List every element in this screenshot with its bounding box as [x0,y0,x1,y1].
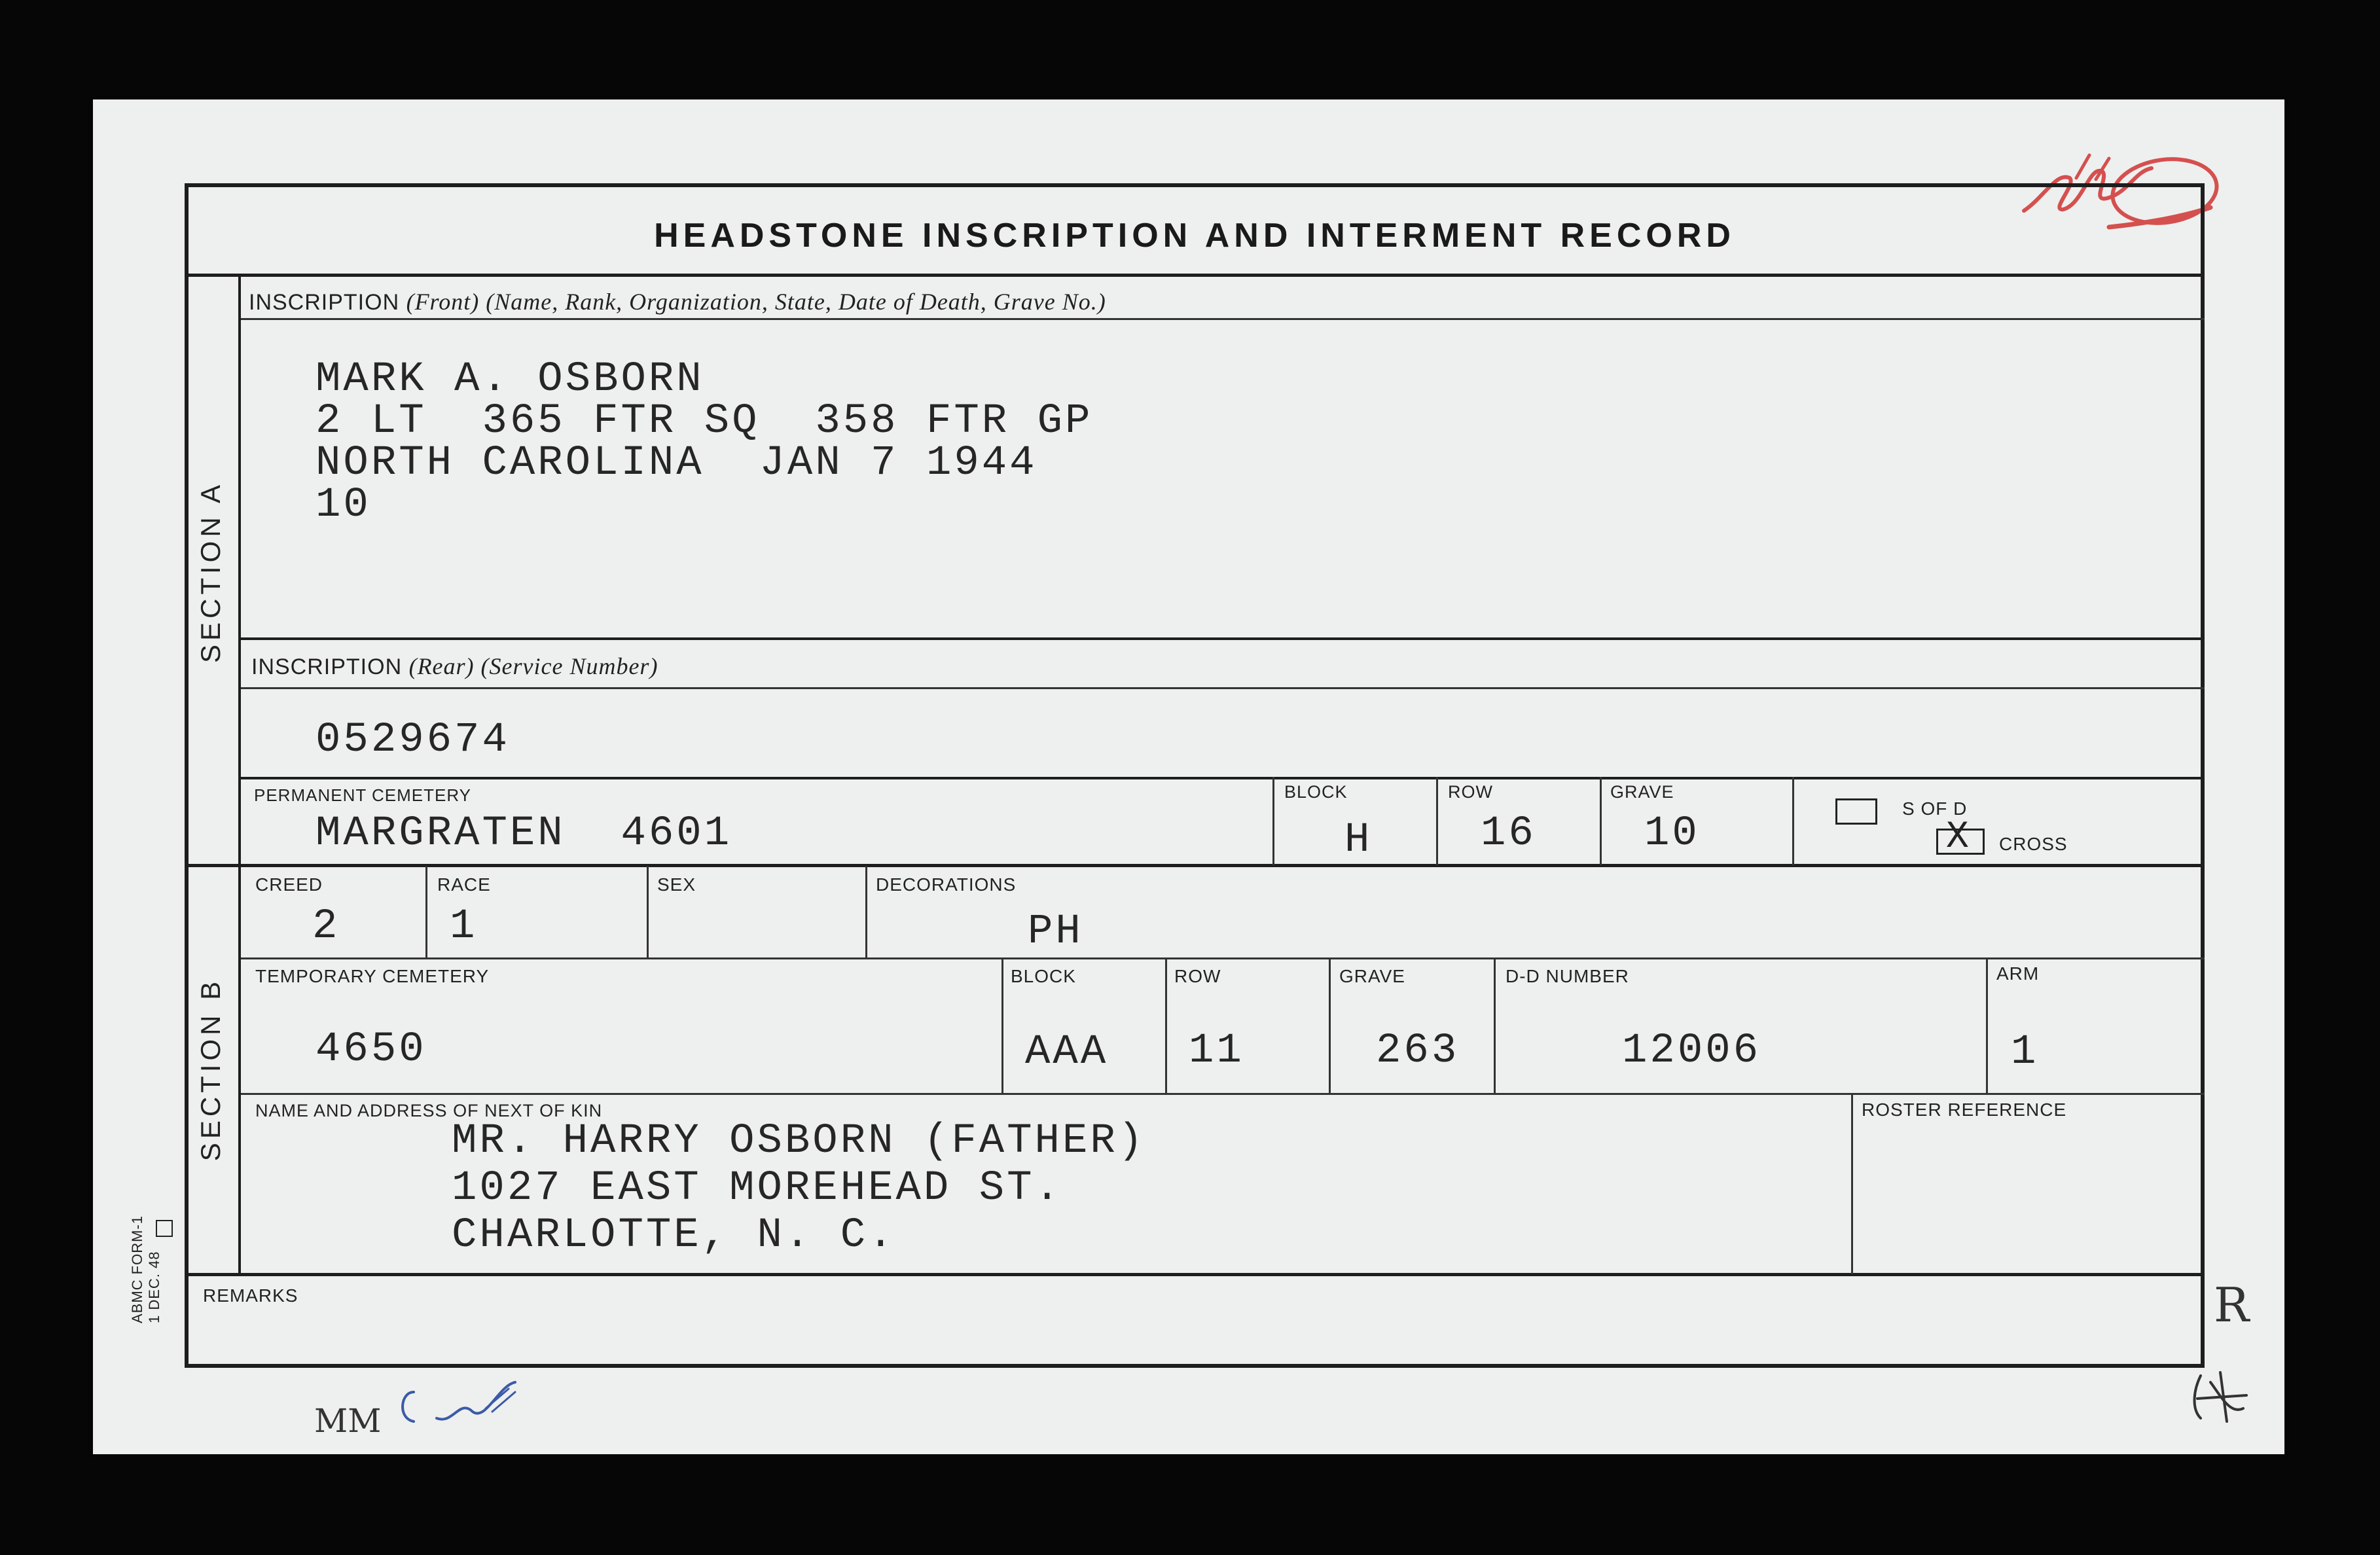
temp-block-value: AAA [1025,1029,1109,1076]
bottom-initials: MM [314,1402,382,1440]
inscription-line-4: 10 [316,482,371,529]
service-number: 0529674 [316,717,510,764]
decorations-value: PH [1028,908,1083,956]
creed-value: 2 [312,903,340,950]
cross-label: CROSS [1999,834,2068,854]
permanent-cemetery-value: MARGRATEN 4601 [316,810,732,857]
nok-line-1: MR. HARRY OSBORN (FATHER) [452,1118,1146,1165]
rear-inscription-label [251,652,658,680]
perm-grave-label: GRAVE [1610,782,1674,802]
sofd-label: S OF D [1902,798,1968,819]
arm-value: 1 [2011,1029,2039,1076]
section-a-label: SECTION A [195,480,226,664]
temp-cemetery-value: 4650 [316,1026,427,1073]
roster-reference-label: ROSTER REFERENCE [1862,1099,2067,1120]
rear-label-text: INSCRIPTION [251,654,403,679]
form-id-line1: ABMC FORM-1 [129,1215,145,1323]
form-checkbox [156,1220,173,1237]
arm-label: ARM [1996,963,2040,984]
form-id-line2: 1 DEC. 48 [146,1251,162,1323]
record-form [185,183,2205,1368]
dd-number-label: D-D NUMBER [1506,966,1629,986]
front-inscription-text [316,356,1093,529]
perm-row-label: ROW [1448,782,1493,802]
front-label-italic: (Front) (Name, Rank, Organization, State, Date of Death, Grave No.) [406,289,1106,315]
sofd-checkbox[interactable] [1835,798,1877,825]
inscription-line-2: 2 LT 365 FTR SQ 358 FTR GP [316,398,1093,445]
perm-row-value: 16 [1481,810,1536,857]
sex-label: SEX [657,874,696,895]
inscription-line-3: NORTH CAROLINA JAN 7 1944 [316,440,1037,487]
cross-check-mark: X [1946,816,1969,859]
perm-grave-value: 10 [1644,810,1700,857]
rear-label-italic: (Rear) (Service Number) [408,653,658,679]
blue-pencil-mark [388,1372,538,1444]
front-label-text: INSCRIPTION [249,290,400,315]
decorations-label: DECORATIONS [876,874,1017,895]
right-margin-initial: R [2214,1278,2250,1332]
race-value: 1 [450,903,478,950]
inscription-line-1: MARK A. OSBORN [316,356,704,403]
nok-line-2: 1027 EAST MOREHEAD ST. [452,1165,1062,1212]
form-title: HEADSTONE INSCRIPTION AND INTERMENT RECORD [654,217,1735,255]
cross-checkbox[interactable] [1936,816,1985,859]
perm-block-label: BLOCK [1284,782,1348,802]
right-margin-scribble [2181,1363,2260,1435]
temp-grave-value: 263 [1376,1028,1460,1075]
remarks-label: REMARKS [203,1285,298,1306]
perm-block-value: H [1344,817,1373,864]
front-inscription-label [249,288,1106,315]
next-of-kin-address [452,1118,1145,1259]
race-label: RACE [437,874,491,895]
nok-line-3: CHARLOTTE, N. C. [452,1212,896,1259]
temp-row-value: 11 [1189,1028,1244,1075]
permanent-cemetery-label: PERMANENT CEMETERY [254,785,471,805]
form-id [129,1199,168,1323]
temp-row-label: ROW [1174,966,1221,986]
dd-number-value: 12006 [1622,1028,1761,1075]
section-b-label: SECTION B [195,977,226,1162]
next-of-kin-label: NAME AND ADDRESS OF NEXT OF KIN [255,1101,603,1120]
creed-label: CREED [255,874,323,895]
temp-block-label: BLOCK [1011,966,1076,986]
temp-grave-label: GRAVE [1339,966,1405,986]
temp-cemetery-label: TEMPORARY CEMETERY [255,966,490,986]
